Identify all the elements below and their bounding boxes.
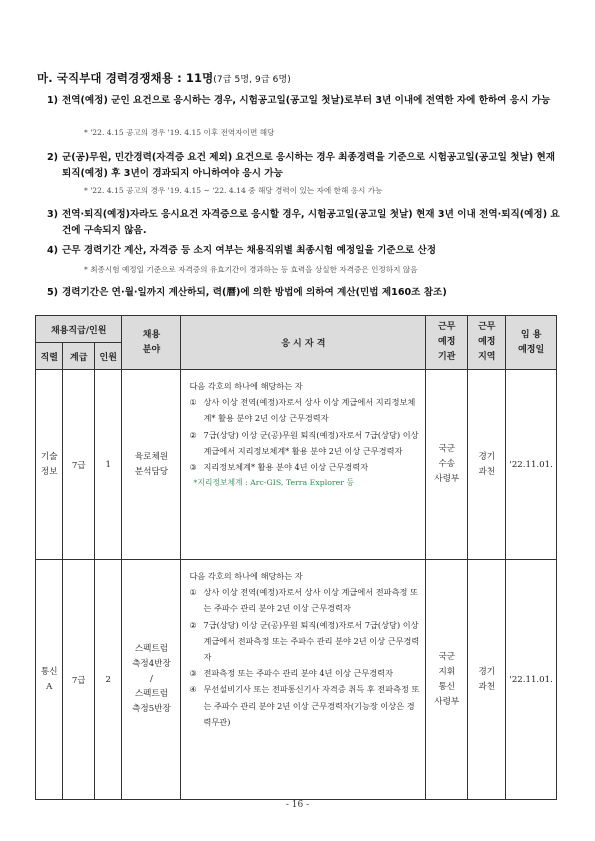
item-text: 근무 경력기간 계산, 자격증 등 소지 여부는 채용직위별 최종시험 예정일을 기준으로 산정 — [62, 245, 437, 256]
item-3 — [47, 207, 562, 239]
header-date-text: 임 용 예정일 — [518, 329, 545, 355]
header-job: 직렬 — [36, 343, 63, 370]
cell-count: 2 — [95, 560, 122, 800]
qual-mark: ① — [189, 397, 197, 408]
item-4 — [47, 243, 562, 259]
org-text: 국군 지휘 통신 사령부 — [434, 651, 460, 707]
job-text: 통신 A — [40, 666, 58, 692]
qual-item — [189, 665, 420, 681]
qual-item — [189, 617, 420, 666]
item-1 — [47, 93, 562, 109]
table-row — [36, 560, 557, 800]
qual-item — [189, 394, 420, 426]
field-text: 육로체원 분석담당 — [134, 451, 169, 477]
qual-mark: ② — [189, 429, 197, 440]
section-title-sub: (7급 5명, 9급 6명) — [213, 75, 291, 85]
cell-field — [122, 370, 181, 560]
header-org — [426, 316, 468, 370]
header-grade: 계급 — [63, 343, 95, 370]
item-text: 경력기간은 연·월·일까지 계산하되, 력(曆)에 의한 방법에 의하여 계산(민법 제160조 참조) — [62, 287, 447, 298]
region-text: 경기 과천 — [478, 666, 496, 692]
cell-date: '22.11.01. — [506, 560, 557, 800]
page-number: - 16 - — [285, 800, 310, 810]
note-3: * 최종시험 예정일 기준으로 자격증의 유효기간이 경과하는 등 효력을 상실한 자격증은 인정하지 않음 — [84, 265, 418, 274]
cell-qualification — [181, 370, 426, 560]
header-field-text: 채용 분야 — [142, 329, 161, 355]
qual-mark: ③ — [189, 462, 197, 473]
item-number: 5) — [47, 287, 59, 298]
qual-mark: ① — [189, 587, 197, 598]
qual-intro: 다음 각호의 하나에 해당하는 자 — [189, 571, 303, 581]
note-2: * '22. 4.15 공고의 경우 '19. 4.15 ~ '22. 4.14 중 해당 경력이 있는 자에 한해 응시 가능 — [84, 186, 383, 195]
header-region — [468, 316, 506, 370]
qual-text: 상사 이상 전역(예정)자로서 상사 이상 계급에서 전파측정 또는 주파수 관리 분야 2년 이상 근무경력자 — [203, 587, 418, 614]
qual-text: 상사 이상 전역(예정)자로서 상사 이상 계급에서 지리정보체계* 활용 분야 2년 이상 근무경력자 — [203, 397, 416, 424]
qual-item — [189, 427, 420, 459]
item-text: 전역·퇴직(예정)자라도 응시요건 자격증으로 응시할 경우, 시험공고일(공고일 첫날) 현재 3년 이내 전역·퇴직(예정) 요건에 구속되지 않음. — [62, 209, 560, 236]
qual-footnote: *지리정보체계 : Arc-GIS, Terra Explorer 등 — [193, 478, 354, 488]
field-text: 스펙트럼 측정4반장 / 스펙트럼 측정5반장 — [132, 644, 171, 714]
item-number: 1) — [47, 95, 59, 106]
cell-grade: 7급 — [63, 370, 95, 560]
cell-job — [36, 370, 63, 560]
qual-text: 전파측정 또는 주파수 관리 분야 4년 이상 근무경력자 — [203, 668, 394, 679]
item-2 — [47, 150, 562, 182]
item-5 — [47, 285, 562, 301]
cell-org — [426, 560, 468, 800]
job-text: 기술 정보 — [40, 451, 58, 477]
header-date — [506, 316, 557, 370]
qual-item — [189, 681, 420, 730]
qual-item — [189, 584, 420, 616]
qual-text: 7급(상당) 이상 군(공)무원 퇴직(예정)자로서 7급(상당) 이상 계급에서 지리정보체계* 활용 분야 2년 이상 근무경력자 — [203, 429, 419, 456]
header-org-text: 근무 예정 기관 — [438, 322, 456, 362]
cell-job — [36, 560, 63, 800]
header-field — [122, 316, 181, 370]
qual-mark: ④ — [189, 684, 197, 695]
qual-intro: 다음 각호의 하나에 해당하는 자 — [189, 381, 303, 391]
qual-mark: ③ — [189, 668, 197, 679]
org-text: 국군 수송 사령부 — [434, 444, 460, 484]
cell-region — [468, 370, 506, 560]
item-number: 4) — [47, 245, 59, 256]
section-title — [37, 70, 291, 86]
cell-date: '22.11.01. — [506, 370, 557, 560]
cell-grade: 7급 — [63, 560, 95, 800]
cell-region — [468, 560, 506, 800]
header-region-text: 근무 예정 지역 — [478, 322, 496, 362]
item-number: 2) — [47, 152, 59, 163]
note-1: * '22. 4.15 공고의 경우 '19. 4.15 이후 전역자이면 해당 — [84, 128, 275, 137]
header-grade-count: 채용직급/인원 — [36, 316, 122, 343]
header-qualification: 응 시 자 격 — [181, 316, 426, 370]
cell-org — [426, 370, 468, 560]
cell-qualification — [181, 560, 426, 800]
qual-text: 무선설비기사 또는 전파통신기사 자격증 취득 후 전파측정 또는 주파수 관리 분야 2년 이상 근무경력자(기능장 이상은 경력무관) — [203, 684, 420, 727]
table-row — [36, 370, 557, 560]
item-text: 군(공)무원, 민간경력(자격증 요건 제외) 요건으로 응시하는 경우 최종경력을 기준으로 시험공고일(공고일 첫날) 현재 퇴직(예정) 후 3년이 경과되지 아니하여야 응시 가능 — [62, 152, 555, 179]
header-count: 인원 — [95, 343, 122, 370]
section-title-text: 마. 국직부대 경력경쟁채용 : 11명 — [37, 71, 214, 85]
qual-text: 7급(상당) 이상 군(공)무원 퇴직(예정)자로서 7급(상당) 이상 계급에서 전파측정 또는 주파수 관리 분야 2년 이상 근무경력자 — [203, 619, 420, 663]
item-number: 3) — [47, 209, 59, 220]
cell-field — [122, 560, 181, 800]
qual-item — [189, 459, 420, 475]
qual-text: 지리정보체계* 활용 분야 4년 이상 근무경력자 — [203, 462, 369, 473]
item-text: 전역(예정) 군인 요건으로 응시하는 경우, 시험공고일(공고일 첫날)로부터 3년 이내에 전역한 자에 한하여 응시 가능 — [62, 95, 551, 106]
recruitment-table — [35, 315, 557, 800]
cell-count: 1 — [95, 370, 122, 560]
region-text: 경기 과천 — [478, 451, 496, 477]
qual-mark: ② — [189, 619, 197, 630]
